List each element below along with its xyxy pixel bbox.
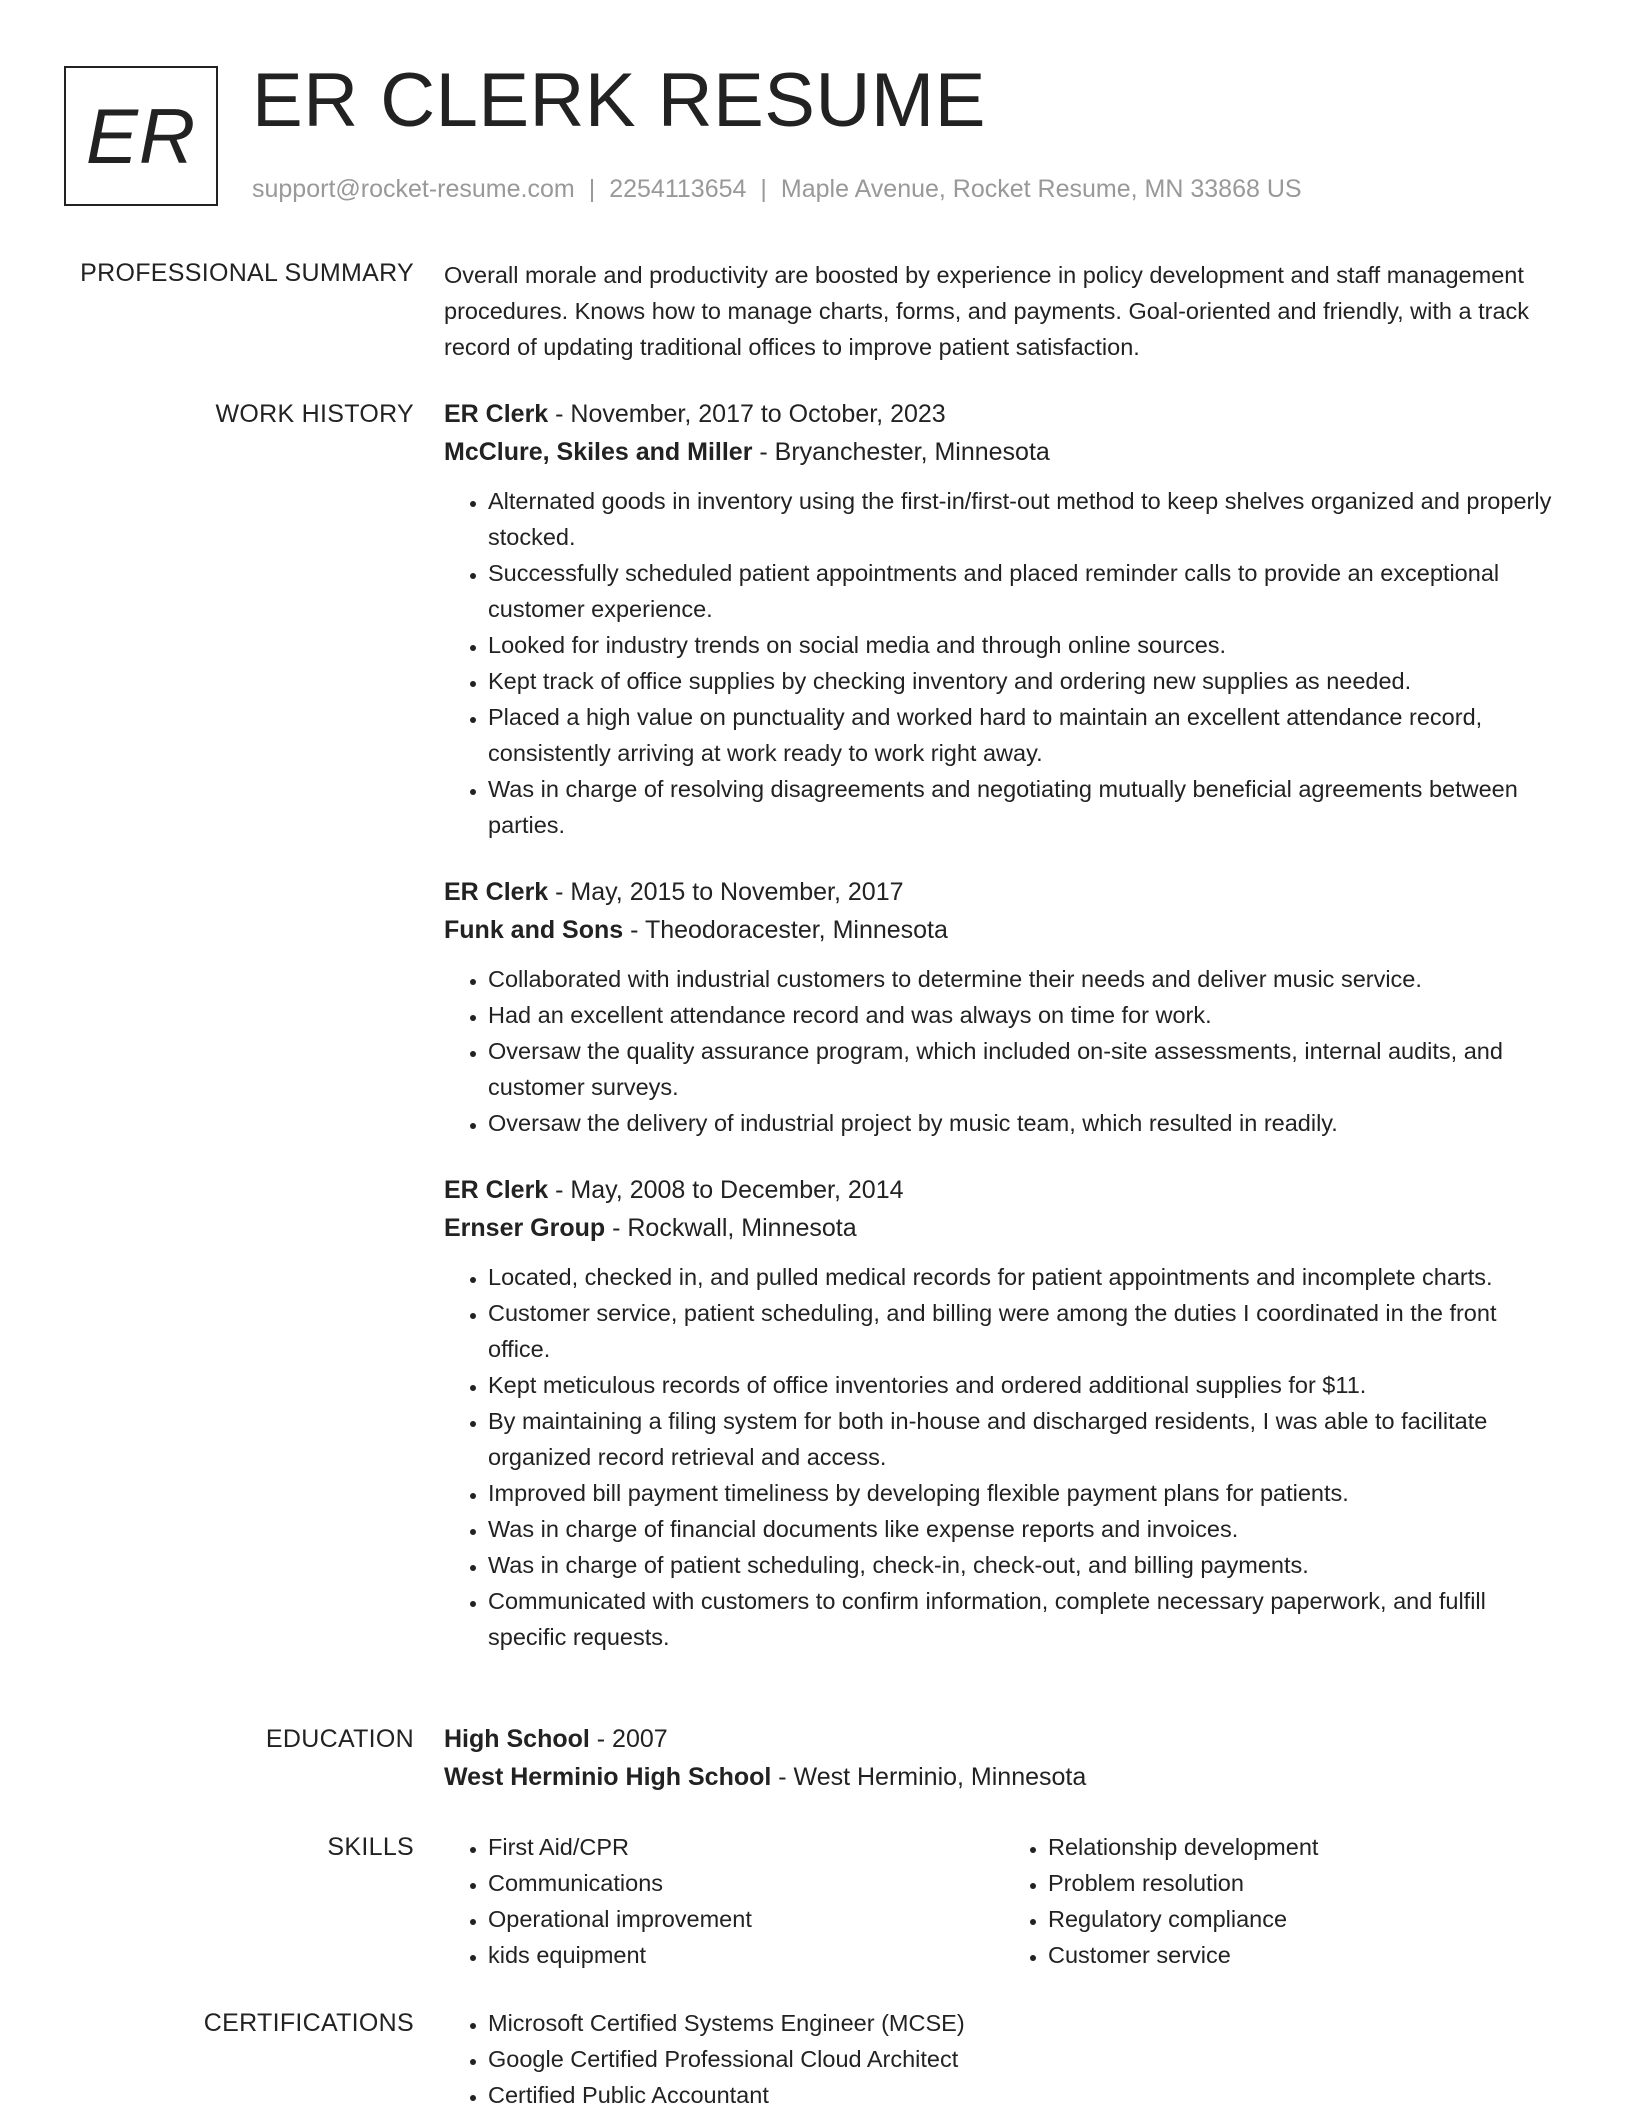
certifications-body [444, 2005, 1564, 2113]
list-item: • kids equipment [488, 1937, 1004, 1973]
education-degree: High School [444, 1725, 590, 1753]
job-entry [444, 1171, 1564, 1655]
job-location: - Bryanchester, Minnesota [752, 438, 1050, 466]
list-item: • Communicated with customers to confirm information, complete necessary paperwork, and fulfill specific requests. [488, 1583, 1564, 1655]
education-year: - 2007 [589, 1725, 668, 1753]
contact-separator: | [588, 175, 596, 203]
monogram-text: ER [85, 91, 197, 180]
job-company: Ernser Group [444, 1214, 606, 1242]
job-title-line [444, 873, 1564, 911]
job-company-line [444, 433, 1564, 471]
job-location: - Theodoracester, Minnesota [623, 916, 948, 944]
list-item: • Was in charge of resolving disagreements and negotiating mutually beneficial agreements between parties. [488, 771, 1564, 843]
summary-body [444, 257, 1564, 365]
list-item: • Regulatory compliance [1048, 1901, 1564, 1937]
list-item: • Microsoft Certified Systems Engineer (MCSE) [488, 2005, 1564, 2041]
contact-line [252, 172, 1302, 206]
job-company-line [444, 911, 1564, 949]
list-item: • Kept track of office supplies by checking inventory and ordering new supplies as needed. [488, 663, 1564, 699]
list-item: • First Aid/CPR [488, 1829, 1004, 1865]
list-item: • Located, checked in, and pulled medical records for patient appointments and incomplete charts. [488, 1259, 1564, 1295]
list-item: • Collaborated with industrial customers to determine their needs and deliver music service. [488, 961, 1564, 997]
job-title: ER Clerk [444, 1176, 549, 1204]
education-location: - West Herminio, Minnesota [771, 1763, 1087, 1791]
list-item: • Improved bill payment timeliness by developing flexible payment plans for patients. [488, 1475, 1564, 1511]
job-title: ER Clerk [444, 878, 549, 906]
job-title-line [444, 395, 1564, 433]
section-label-education: EDUCATION [265, 1725, 414, 1753]
list-item: • Customer service [1048, 1937, 1564, 1973]
job-company: Funk and Sons [444, 916, 624, 944]
job-location: - Rockwall, Minnesota [605, 1214, 857, 1242]
list-item: • Operational improvement [488, 1901, 1004, 1937]
contact-separator: | [760, 175, 767, 203]
job-dates: - May, 2015 to November, 2017 [548, 878, 904, 906]
summary-text: Overall morale and productivity are boosted by experience in policy development and staff management procedures. Knows how to manage charts, forms, and payments. Goal-oriented and friendly, with a track record of updating traditional offices to improve patient satisfaction. [444, 262, 1530, 360]
section-label-summary: PROFESSIONAL SUMMARY [80, 259, 414, 287]
job-entry [444, 873, 1564, 1141]
skills-list-right [1004, 1829, 1564, 1973]
job-dates: - May, 2008 to December, 2014 [548, 1176, 904, 1204]
page-title: ER CLERK RESUME [252, 58, 986, 143]
monogram-logo [64, 66, 218, 206]
job-dates: - November, 2017 to October, 2023 [548, 400, 946, 428]
contact-email[interactable]: support@rocket-resume.com [252, 175, 575, 203]
certifications-list [444, 2005, 1564, 2113]
job-bullets [444, 1259, 1564, 1655]
education-school: West Herminio High School [444, 1763, 772, 1791]
list-item: • Oversaw the quality assurance program, which included on-site assessments, internal audits, and customer surveys. [488, 1033, 1564, 1105]
list-item: • Kept meticulous records of office inventories and ordered additional supplies for $11. [488, 1367, 1564, 1403]
list-item: • Communications [488, 1865, 1004, 1901]
list-item: • Certified Public Accountant [488, 2077, 1564, 2113]
skills-body [444, 1829, 1564, 1973]
list-item: • Alternated goods in inventory using the first-in/first-out method to keep shelves organized and properly stocked. [488, 483, 1564, 555]
education-degree-line [444, 1720, 1564, 1758]
education-body [444, 1720, 1564, 1796]
job-company: McClure, Skiles and Miller [444, 438, 753, 466]
skills-grid [444, 1829, 1564, 1973]
list-item: • Problem resolution [1048, 1865, 1564, 1901]
list-item: • Oversaw the delivery of industrial project by music team, which resulted in readily. [488, 1105, 1564, 1141]
job-entry [444, 395, 1564, 843]
list-item: • Relationship development [1048, 1829, 1564, 1865]
contact-address: Maple Avenue, Rocket Resume, MN 33868 US [780, 175, 1302, 203]
list-item: • Was in charge of financial documents like expense reports and invoices. [488, 1511, 1564, 1547]
list-item: • Successfully scheduled patient appointments and placed reminder calls to provide an exceptional customer experience. [488, 555, 1564, 627]
section-label-work-history: WORK HISTORY [215, 400, 414, 428]
contact-phone[interactable]: 2254113654 [609, 175, 747, 203]
list-item: • Was in charge of patient scheduling, check-in, check-out, and billing payments. [488, 1547, 1564, 1583]
list-item: • Looked for industry trends on social media and through online sources. [488, 627, 1564, 663]
job-bullets [444, 483, 1564, 843]
job-bullets [444, 961, 1564, 1141]
list-item: • Had an excellent attendance record and was always on time for work. [488, 997, 1564, 1033]
job-title: ER Clerk [444, 400, 549, 428]
education-school-line [444, 1758, 1564, 1796]
section-label-certifications: CERTIFICATIONS [203, 2009, 414, 2037]
list-item: • Placed a high value on punctuality and worked hard to maintain an excellent attendance record, consistently arriving at work ready to work right away. [488, 699, 1564, 771]
list-item: • Google Certified Professional Cloud Architect [488, 2041, 1564, 2077]
section-label-skills: SKILLS [327, 1833, 414, 1861]
job-company-line [444, 1209, 1564, 1247]
job-title-line [444, 1171, 1564, 1209]
list-item: • By maintaining a filing system for both in-house and discharged residents, I was able to facilitate organized record retrieval and access. [488, 1403, 1564, 1475]
list-item: • Customer service, patient scheduling, and billing were among the duties I coordinated in the front office. [488, 1295, 1564, 1367]
skills-list-left [444, 1829, 1004, 1973]
work-history-body [444, 395, 1564, 1685]
